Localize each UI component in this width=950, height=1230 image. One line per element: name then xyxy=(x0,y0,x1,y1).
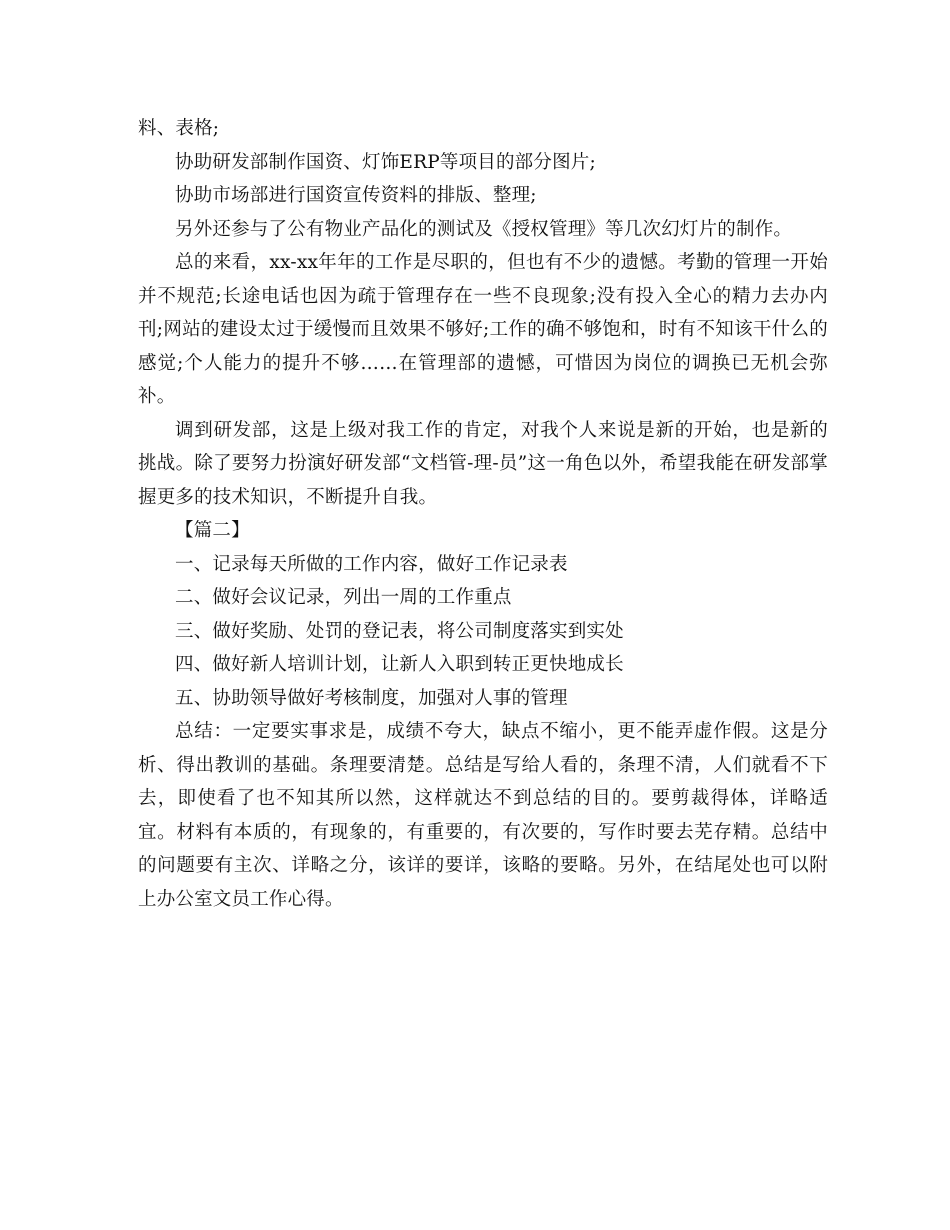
paragraph-marketing-layout: 协助市场部进行国资宣传资料的排版、整理; xyxy=(175,185,537,206)
paragraph-rd-transfer: 调到研发部，这是上级对我工作的肯定，对我个人来说是新的开始，也是新的挑战。除了要努力扮演好研发部“文档管-理-员”这一角色以外，希望我能在研发部掌握更多的技术知识，不断提升自我。 xyxy=(138,419,828,508)
list-item-3: 三、做好奖励、处罚的登记表，将公司制度落实到实处 xyxy=(175,620,624,642)
paragraph-overall-review: 总的来看，xx-xx年年的工作是尽职的，但也有不少的遗憾。考勤的管理一开始并不规范;长途电话也因为疏于管理存在一些不良现象;没有投入全心的精力去办内刊;网站的建设太过于缓慢而且效果不够好;工作的确不够饱和，时有不知该干什么的感觉;个人能力的提升不够……在管理部的遗憾，可惜因为岗位的调换已无机会弥补。 xyxy=(138,252,828,407)
section-heading-part-two: 【篇二】 xyxy=(175,520,250,541)
list-item-5: 五、协助领导做好考核制度，加强对人事的管理 xyxy=(175,687,568,709)
paragraph-continuation: 料、表格; xyxy=(138,118,220,139)
paragraph-rd-images: 协助研发部制作国资、灯饰ERP等项目的部分图片; xyxy=(175,151,596,173)
paragraph-slides: 另外还参与了公有物业产品化的测试及《授权管理》等几次幻灯片的制作。 xyxy=(175,218,793,240)
list-item-2: 二、做好会议记录，列出一周的工作重点 xyxy=(175,587,512,608)
paragraph-summary: 总结：一定要实事求是，成绩不夸大，缺点不缩小，更不能弄虚作假。这是分析、得出教训的基础。条理要清楚。总结是写给人看的，条理不清，人们就看不下去，即使看了也不知其所以然，这样就达不到总结的目的。要剪裁得体，详略适宜。材料有本质的，有现象的，有重要的，有次要的，写作时要去芜存精。总结中的问题要有主次、详略之分，该详的要详，该略的要略。另外，在结尾处也可以附上办公室文员工作心得。 xyxy=(138,721,828,910)
list-item-4: 四、做好新人培训计划，让新人入职到转正更快地成长 xyxy=(175,654,624,675)
document-body xyxy=(138,112,828,916)
list-item-1: 一、记录每天所做的工作内容，做好工作记录表 xyxy=(175,553,568,575)
